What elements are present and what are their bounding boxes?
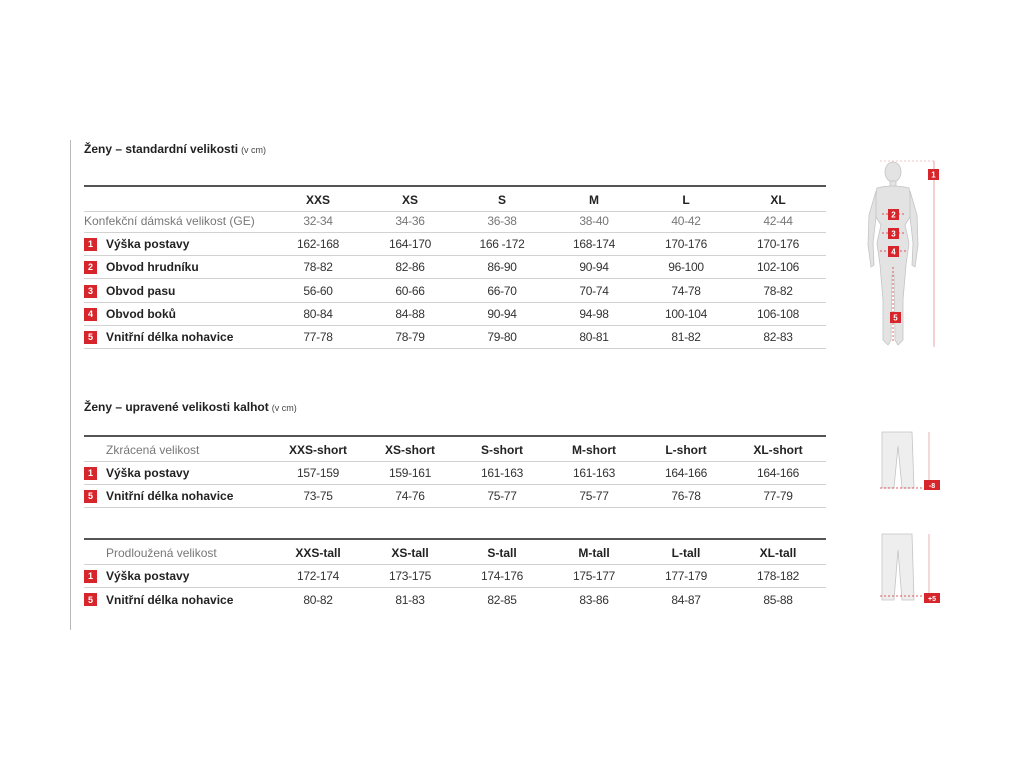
marker-2 — [888, 209, 899, 220]
table-row: 1 Výška postavy 172-174 173-175 174-176 175-177 177-179 178-182 — [84, 565, 826, 588]
table-row: 5 Vnitřní délka nohavice 73-75 74-76 75-77 75-77 76-78 77-79 — [84, 485, 826, 508]
svg-text:5: 5 — [893, 313, 898, 323]
table-row: 1 Výška postavy 157-159 159-161 161-163 161-163 164-166 164-166 — [84, 462, 826, 485]
number-badge: 4 — [84, 308, 97, 321]
tall-pants-figure — [872, 530, 944, 610]
svg-text:4: 4 — [891, 247, 896, 257]
number-badge: 1 — [84, 238, 97, 251]
adjusted-section-title: Ženy – upravené velikosti kalhot (v cm) — [84, 400, 297, 414]
svg-text:3: 3 — [891, 229, 896, 239]
short-marker — [924, 480, 940, 490]
left-divider — [70, 140, 71, 630]
number-badge: 2 — [84, 261, 97, 274]
table-row: 2 Obvod hrudníku 78-82 82-86 86-90 90-94 96-100 102-106 — [84, 256, 826, 279]
standard-section-title: Ženy – standardní velikosti (v cm) — [84, 142, 267, 156]
svg-text:2: 2 — [891, 210, 896, 220]
number-badge: 5 — [84, 331, 97, 344]
marker-5 — [890, 312, 901, 323]
table-row: 1 Výška postavy 162-168 164-170 166 -172 168-174 170-176 170-176 — [84, 233, 826, 256]
table-row: 3 Obvod pasu 56-60 60-66 66-70 70-74 74-78 78-82 — [84, 280, 826, 303]
table-row: 4 Obvod boků 80-84 84-88 90-94 94-98 100-104 106-108 — [84, 303, 826, 326]
table-row: 5 Vnitřní délka nohavice 77-78 78-79 79-80 80-81 81-82 82-83 — [84, 326, 826, 349]
table-header-row: XXS XS S M L XL — [84, 189, 826, 212]
marker-1 — [928, 169, 939, 180]
marker-3 — [888, 228, 899, 239]
number-badge: 5 — [84, 490, 97, 503]
svg-text:1: 1 — [931, 170, 936, 180]
svg-text:+5: +5 — [928, 596, 936, 603]
number-badge: 5 — [84, 593, 97, 606]
svg-text:-8: -8 — [928, 483, 936, 490]
number-badge: 1 — [84, 467, 97, 480]
table-header-row: Zkrácená velikost XXS-short XS-short S-short M-short L-short XL-short — [84, 439, 826, 462]
marker-4 — [888, 246, 899, 257]
short-pants-figure — [872, 428, 944, 496]
body-measurement-figure — [862, 155, 952, 355]
table-row: 5 Vnitřní délka nohavice 80-82 81-83 82-85 83-86 84-87 85-88 — [84, 588, 826, 611]
number-badge: 3 — [84, 285, 97, 298]
number-badge: 1 — [84, 570, 97, 583]
tall-marker — [924, 593, 940, 603]
table-header-row: Prodloužená velikost XXS-tall XS-tall S-tall M-tall L-tall XL-tall — [84, 542, 826, 565]
table-row: Konfekční dámská velikost (GE) 32-34 34-36 36-38 38-40 40-42 42-44 — [84, 210, 826, 233]
